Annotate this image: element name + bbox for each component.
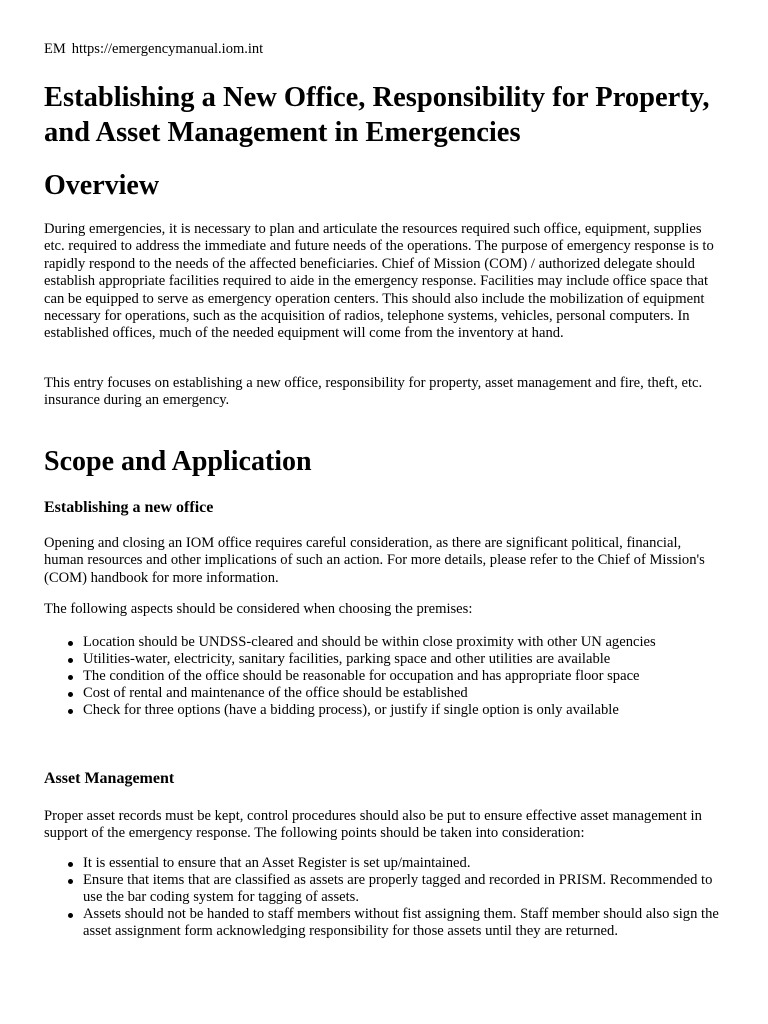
page-header [44, 40, 263, 58]
list-item-text: Ensure that items that are classified as assets are properly tagged and recorded in PRISM. Recommended to use the bar coding system for tagging of assets. [83, 872, 713, 905]
overview-paragraph-2: This entry focuses on establishing a new office, responsibility for property, asset management and fire, theft, etc. insurance during an emergency. [44, 375, 703, 409]
list-item-text: Location should be UNDSS-cleared and should be within close proximity with other UN agencies [83, 634, 656, 650]
header-prefix: EM [44, 41, 66, 57]
bullet-icon [68, 658, 73, 663]
new-office-paragraph-1: Opening and closing an IOM office requires careful consideration, as there are significant political, financial, human resources and other implications of such an action. For more details, please refer to the Chief of Mission's (COM) handbook for more information. [44, 535, 705, 586]
new-office-paragraph-2: The following aspects should be considered when choosing the premises: [44, 601, 473, 617]
list-item [44, 634, 728, 651]
bullet-icon [68, 862, 73, 867]
list-item [44, 906, 728, 940]
list-item [44, 855, 728, 872]
list-item [44, 685, 728, 702]
list-item [44, 872, 728, 906]
list-item-text: Cost of rental and maintenance of the office should be established [83, 685, 468, 701]
overview-paragraph-1: During emergencies, it is necessary to plan and articulate the resources required such office, equipment, supplies etc. required to address the immediate and future needs of the operations. The purpose of emergency response is to rapidly respond to the needs of the affected beneficiaries. Chief of Mission (COM) / authorized delegate should establish appropriate facilities required to aide in the emergency response. Facilities may include office space that can be equipped to serve as emergency operation centers. This should also include the mobilization of equipment necessary for operations, such as the acquisition of radios, telephone systems, vehicles, personal computers. In established offices, much of the needed equipment will come from the inventory at hand. [44, 221, 714, 342]
new-office-heading: Establishing a new office [44, 499, 214, 516]
scope-heading: Scope and Application [44, 446, 312, 477]
list-item-text: Check for three options (have a bidding process), or justify if single option is only available [83, 702, 619, 718]
header-url: https://emergencymanual.iom.int [71, 41, 264, 57]
document-title: Establishing a New Office, Responsibility for Property, and Asset Management in Emergencies [44, 82, 710, 148]
bullet-icon [68, 675, 73, 680]
premises-bullet-list [44, 634, 728, 719]
bullet-icon [68, 709, 73, 714]
list-item-text: It is essential to ensure that an Asset Register is set up/maintained. [83, 855, 471, 871]
overview-heading: Overview [44, 170, 160, 201]
list-item [44, 651, 728, 668]
bullet-icon [68, 879, 73, 884]
bullet-icon [68, 641, 73, 646]
asset-management-heading: Asset Management [44, 770, 175, 787]
asset-management-paragraph: Proper asset records must be kept, control procedures should also be put to ensure effective asset management in support of the emergency response. The following points should be taken into consideration: [44, 808, 702, 842]
list-item-text: Utilities-water, electricity, sanitary facilities, parking space and other utilities are available [83, 651, 611, 667]
asset-bullet-list [44, 855, 728, 940]
list-item-text: Assets should not be handed to staff members without fist assigning them. Staff member should also sign the asset assignment form acknowledging responsibility for those assets until they are returned. [83, 906, 719, 939]
list-item [44, 702, 728, 719]
list-item [44, 668, 728, 685]
list-item-text: The condition of the office should be reasonable for occupation and has appropriate floor space [83, 668, 640, 684]
bullet-icon [68, 692, 73, 697]
bullet-icon [68, 913, 73, 918]
